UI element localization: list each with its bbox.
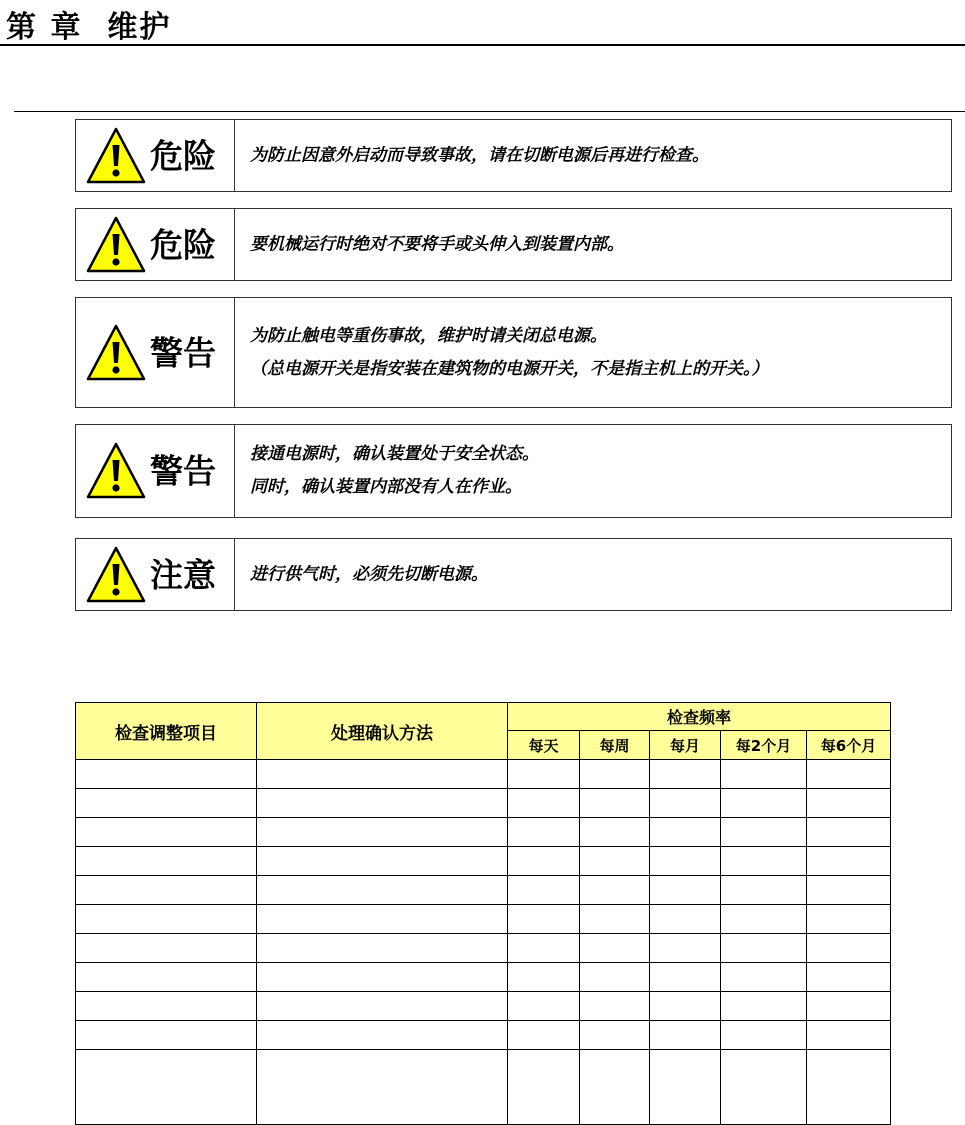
notice-sign (76, 120, 235, 191)
table-cell (580, 934, 650, 963)
table-row (76, 847, 891, 876)
table-cell (508, 760, 580, 789)
table-cell (650, 934, 721, 963)
notice-message-line: 同时，确认装置内部没有人在作业。 (250, 477, 522, 497)
notice-message-line: 进行供气时，必须先切断电源。 (250, 564, 488, 584)
table-cell (257, 847, 508, 876)
table-cell (580, 1021, 650, 1050)
table-cell (508, 1050, 580, 1125)
caution-label: 注意 (150, 555, 216, 594)
table-row (76, 992, 891, 1021)
table-cell (650, 818, 721, 847)
table-cell (76, 818, 257, 847)
table-cell (508, 847, 580, 876)
danger-notice (75, 208, 952, 281)
table-cell (508, 876, 580, 905)
table-cell (721, 847, 807, 876)
table-cell (580, 818, 650, 847)
table-cell (650, 760, 721, 789)
table-row (76, 1021, 891, 1050)
table-cell (721, 1021, 807, 1050)
warning-notice (75, 297, 952, 408)
table-cell (807, 818, 891, 847)
table-row (76, 934, 891, 963)
table-cell (807, 1021, 891, 1050)
table-cell (257, 789, 508, 818)
table-cell (807, 847, 891, 876)
table-cell (580, 847, 650, 876)
notice-message (250, 228, 624, 261)
table-cell (257, 934, 508, 963)
notice-sign (76, 425, 235, 517)
table-cell (508, 818, 580, 847)
table-cell (580, 1050, 650, 1125)
table-cell (650, 992, 721, 1021)
table-cell (257, 1050, 508, 1125)
table-cell (76, 1050, 257, 1125)
table-cell (257, 963, 508, 992)
chapter-title: 第 章 维护 (6, 10, 172, 45)
table-cell (508, 992, 580, 1021)
table-cell (580, 963, 650, 992)
notice-message (250, 558, 488, 591)
table-cell (721, 760, 807, 789)
table-cell (721, 1050, 807, 1125)
table-cell (76, 1021, 257, 1050)
table-cell (76, 760, 257, 789)
table-body (76, 760, 891, 1125)
table-row (76, 760, 891, 789)
table-cell (650, 1050, 721, 1125)
table-cell (580, 992, 650, 1021)
table-cell (807, 905, 891, 934)
table-cell (76, 789, 257, 818)
header-check-item: 检查调整项目 (76, 703, 257, 760)
table-cell (257, 818, 508, 847)
header-monthly: 每月 (650, 731, 721, 760)
table-cell (650, 847, 721, 876)
warning-label: 警告 (150, 451, 216, 491)
table-cell (508, 963, 580, 992)
danger-label: 危险 (150, 225, 216, 264)
table-cell (807, 934, 891, 963)
table-cell (650, 963, 721, 992)
notice-message-line: （总电源开关是指安装在建筑物的电源开关，不是指主机上的开关。） (250, 358, 769, 379)
table-cell (76, 992, 257, 1021)
warning-notice (75, 424, 952, 518)
notice-message-line: 要机械运行时绝对不要将手或头伸入到装置内部。 (250, 234, 624, 254)
caution-notice (75, 538, 952, 611)
section-rule (14, 111, 965, 112)
table-cell (580, 789, 650, 818)
table-cell (807, 1050, 891, 1125)
table-cell (807, 963, 891, 992)
table-cell (76, 934, 257, 963)
table-cell (650, 789, 721, 818)
notice-message (250, 320, 769, 386)
table-cell (508, 1021, 580, 1050)
table-cell (650, 905, 721, 934)
notice-message (250, 139, 709, 172)
notice-sign (76, 298, 235, 407)
table-cell (257, 876, 508, 905)
table-cell (580, 876, 650, 905)
table-cell (807, 876, 891, 905)
table-cell (721, 934, 807, 963)
table-cell (650, 1021, 721, 1050)
table-row (76, 905, 891, 934)
table-row (76, 876, 891, 905)
notice-message (250, 438, 539, 504)
table-cell (257, 760, 508, 789)
table-cell (257, 905, 508, 934)
table-cell (508, 934, 580, 963)
table-cell (580, 760, 650, 789)
inspection-table (75, 702, 891, 1125)
table-cell (76, 905, 257, 934)
table-cell (650, 876, 721, 905)
table-cell (76, 963, 257, 992)
table-row (76, 789, 891, 818)
notice-message-line: 为防止触电等重伤事故，维护时请关闭总电源。 (250, 325, 607, 346)
table-cell (721, 905, 807, 934)
header-frequency: 检查频率 (508, 703, 891, 731)
header-weekly: 每周 (580, 731, 650, 760)
table-cell (807, 789, 891, 818)
table-cell (721, 818, 807, 847)
table-cell (807, 992, 891, 1021)
header-daily: 每天 (508, 731, 580, 760)
notice-sign (76, 209, 235, 280)
table-row (76, 963, 891, 992)
table-cell (257, 1021, 508, 1050)
table-cell (580, 905, 650, 934)
table-cell (807, 760, 891, 789)
table-cell (508, 905, 580, 934)
header-bimonthly: 每2个月 (721, 731, 807, 760)
table-row (76, 818, 891, 847)
danger-notice (75, 119, 952, 192)
notice-message-line: 接通电源时，确认装置处于安全状态。 (250, 444, 539, 464)
table-cell (76, 847, 257, 876)
notice-message-line: 为防止因意外启动而导致事故，请在切断电源后再进行检查。 (250, 145, 709, 165)
table-cell (721, 963, 807, 992)
chapter-rule (0, 44, 965, 46)
table-cell (721, 992, 807, 1021)
table-cell (257, 992, 508, 1021)
table-cell (76, 876, 257, 905)
warning-label: 警告 (150, 333, 216, 372)
table-cell (508, 789, 580, 818)
danger-label: 危险 (150, 136, 216, 175)
header-method: 处理确认方法 (257, 703, 508, 760)
header-semiannual: 每6个月 (807, 731, 891, 760)
table-cell (721, 789, 807, 818)
notice-sign (76, 539, 235, 610)
table-cell (721, 876, 807, 905)
table-row (76, 1050, 891, 1125)
